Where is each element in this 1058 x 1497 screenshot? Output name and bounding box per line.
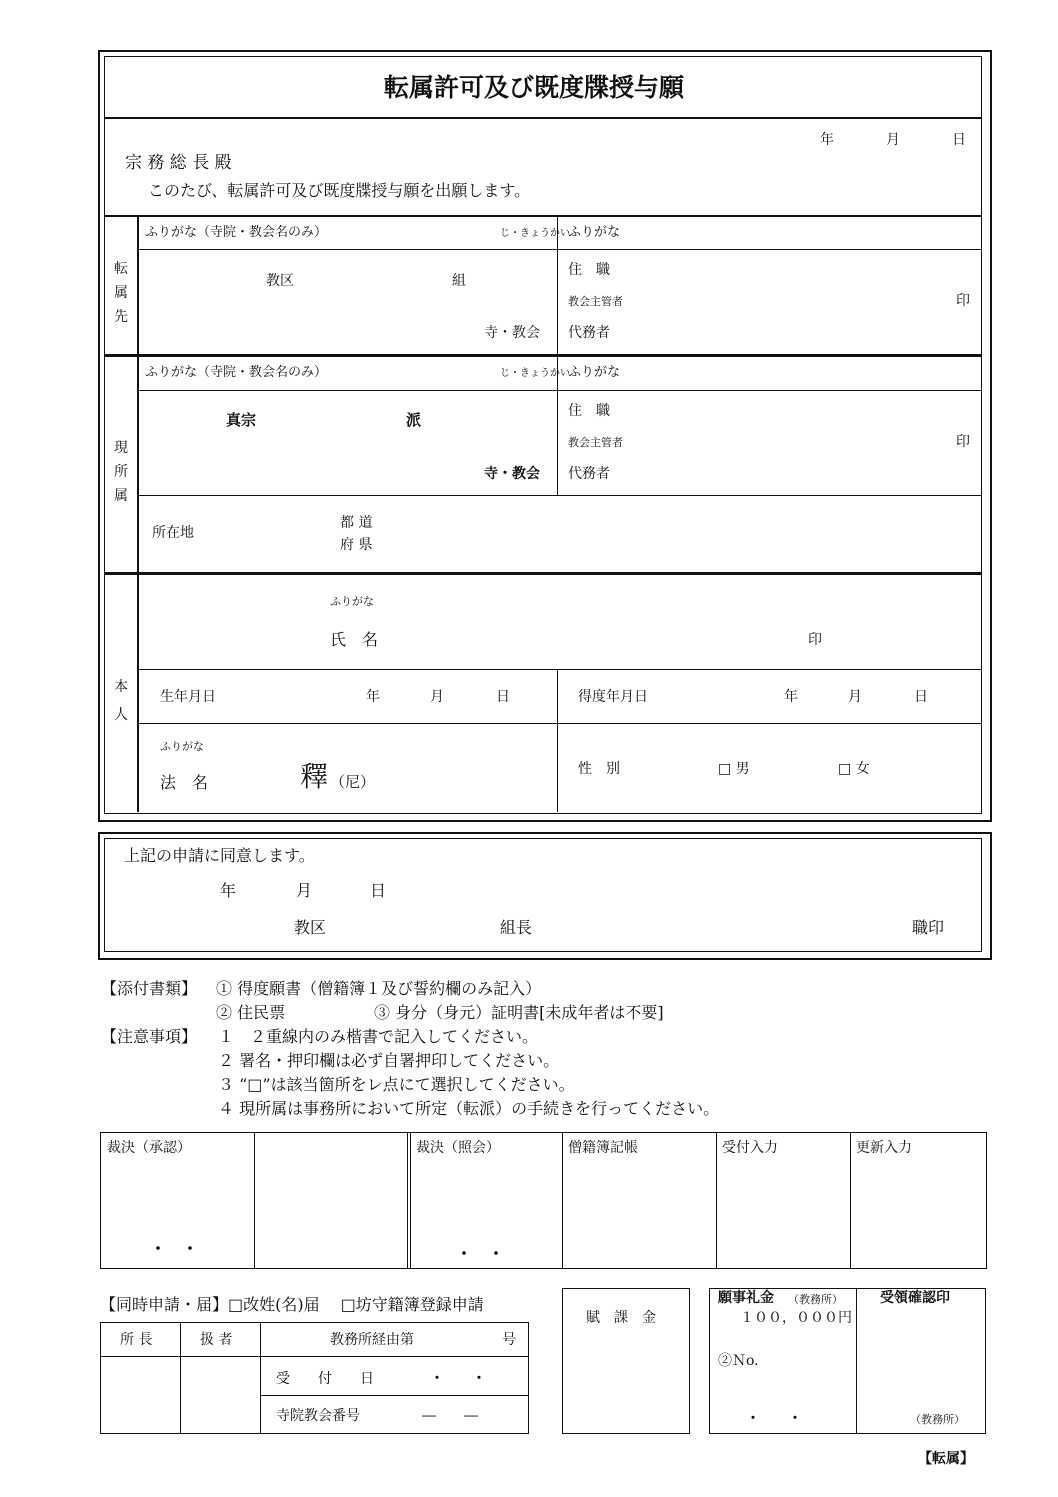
date-dots: ・ ・	[150, 1239, 199, 1258]
uketsuke-nyuryoku-label: 受付入力	[722, 1140, 778, 1156]
col-line	[716, 1132, 717, 1269]
ji-kyokai-kana: じ・きょうかい	[500, 368, 570, 379]
caution-label: 【注意事項】	[101, 1027, 198, 1046]
side-label-3: 先	[114, 309, 128, 325]
kyokai-shukansha-label: 教会主管者	[568, 295, 623, 308]
birth-day: 日	[496, 689, 510, 705]
row-line	[260, 1395, 529, 1396]
homyo-label: 法 名	[160, 773, 209, 792]
furigana-right-label: ふりがな	[568, 365, 621, 380]
side-label-3: 属	[114, 488, 128, 504]
jiin-bango-label: 寺院教会番号	[276, 1408, 360, 1424]
seal-mark: 印	[956, 293, 970, 309]
furigana-right-label: ふりがな	[568, 225, 621, 240]
section-divider	[104, 354, 982, 357]
consent-shokuin: 職印	[912, 918, 945, 937]
location-label: 所在地	[152, 525, 194, 541]
furigana-label: ふりがな	[160, 740, 204, 753]
daimusha-label: 代務者	[568, 325, 610, 341]
furigana-label: ふりがな	[330, 595, 374, 608]
koshin-nyuryoku-label: 更新入力	[856, 1140, 912, 1156]
caution-item-4: ４ 現所属は事務所において所定（転派）の手続きを行ってください。	[218, 1099, 720, 1118]
intro-text: このたび、転属許可及び既度牒授与願を出願します。	[148, 181, 531, 200]
reikin-amount: １００，０００円	[740, 1310, 852, 1326]
kyomusho-label: （教務所）	[910, 1413, 965, 1426]
uketsukebi-label: 受 付 日	[276, 1371, 374, 1387]
side-label-2: 所	[114, 464, 128, 480]
tokudo-label: 得度年月日	[578, 689, 648, 705]
female-checkbox[interactable]: □ 女	[838, 761, 870, 777]
birth-month: 月	[430, 689, 444, 705]
attach-item-3: ③ 身分（身元）証明書[未成年者は不要]	[374, 1003, 664, 1022]
sex-label: 性 別	[578, 761, 620, 777]
name-label: 氏 名	[330, 630, 379, 649]
reikin-dots: ・ ・	[746, 1411, 802, 1427]
col-line	[260, 1322, 261, 1434]
consent-year: 年	[220, 881, 237, 900]
juryo-label: 受領確認印	[880, 1290, 950, 1306]
seal-mark: 印	[956, 434, 970, 450]
atsukaisha-label: 扱 者	[200, 1332, 233, 1348]
consent-day: 日	[370, 881, 387, 900]
col-line	[562, 1132, 563, 1269]
shinshu-label: 真宗	[226, 411, 257, 429]
tera-kyokai-label: 寺・教会	[484, 466, 540, 482]
col-line	[180, 1322, 181, 1434]
jushoku-label: 住 職	[568, 262, 610, 278]
todo-label: 都 道	[340, 515, 373, 531]
side-label-1: 転	[114, 261, 128, 277]
saiketsu-shonin-label: 裁決（承認）	[107, 1140, 191, 1156]
caution-item-1: １ ２重線内のみ楷書で記入してください。	[218, 1027, 539, 1046]
tokudo-month: 月	[848, 689, 862, 705]
male-checkbox[interactable]: □ 男	[718, 761, 750, 777]
kumi-label: 組	[452, 273, 466, 289]
go-label: 号	[502, 1332, 516, 1348]
fuken-label: 府 県	[340, 537, 373, 553]
attach-item-2: ② 住民票	[216, 1003, 286, 1022]
office-table	[100, 1132, 987, 1269]
ji-kyokai-kana: じ・きょうかい	[500, 228, 570, 239]
col-line	[410, 1132, 411, 1269]
kyokai-shukansha-label: 教会主管者	[568, 436, 623, 449]
addressee: 宗 務 総 長 殿	[125, 153, 232, 173]
birth-year: 年	[366, 689, 380, 705]
side-label-2: 属	[114, 285, 128, 301]
side-label-1: 現	[114, 440, 128, 456]
side-label-2: 人	[114, 707, 128, 723]
seal-mark: 印	[808, 632, 822, 648]
kyoku-label: 教区	[266, 273, 294, 289]
furigana-temple-label: ふりがな（寺院・教会名のみ）	[145, 365, 328, 380]
form-title: 転属許可及び既度牒授与願	[384, 73, 685, 102]
fukakin-label: 賦 課 金	[586, 1310, 656, 1326]
consent-kumicho: 組長	[500, 918, 533, 937]
tokudo-year: 年	[784, 689, 798, 705]
keiyu-label: 教務所経由第	[330, 1332, 414, 1348]
ni-label: （尼）	[330, 773, 376, 791]
no-label: ②Ｎo.	[718, 1353, 759, 1369]
consent-text: 上記の申請に同意します。	[124, 846, 315, 865]
date-day: 日	[952, 132, 966, 148]
col-line	[407, 1132, 408, 1269]
side-label-1: 本	[114, 679, 128, 695]
divider	[137, 390, 982, 391]
divider	[137, 249, 982, 250]
divider	[104, 215, 982, 217]
divider	[137, 669, 982, 670]
consent-kyoku: 教区	[294, 918, 327, 937]
attach-label: 【添付書類】	[101, 979, 198, 998]
col-line	[850, 1132, 851, 1269]
jiin-bango-dashes: ― ―	[422, 1408, 478, 1424]
date-year: 年	[820, 132, 834, 148]
furigana-temple-label: ふりがな（寺院・教会名のみ）	[145, 225, 328, 240]
birth-label: 生年月日	[160, 689, 216, 705]
shocho-label: 所 長	[120, 1332, 153, 1348]
col-line	[856, 1288, 857, 1434]
divider	[137, 495, 982, 496]
reikin-sub-label: （教務所）	[788, 1293, 843, 1306]
tokudo-day: 日	[914, 689, 928, 705]
tera-kyokai-label: 寺・教会	[484, 325, 540, 341]
tenzoku-tag: 【転属】	[918, 1451, 974, 1467]
reikin-label: 願事礼金	[718, 1290, 774, 1306]
caution-item-3: ３ “□”は該当箇所をレ点にて選択してください。	[218, 1075, 575, 1094]
divider	[137, 723, 982, 724]
date-dots: ・ ・	[456, 1244, 505, 1263]
ha-label: 派	[406, 411, 422, 429]
date-month: 月	[886, 132, 900, 148]
col-line	[254, 1132, 255, 1269]
uketsukebi-dots: ・ ・	[430, 1371, 486, 1387]
caution-item-2: ２ 署名・押印欄は必ず自署押印してください。	[218, 1051, 560, 1070]
divider	[104, 117, 982, 119]
daimusha-label: 代務者	[568, 466, 610, 482]
attach-item-1: ① 得度願書（僧籍簿１及び誓約欄のみ記入）	[216, 979, 542, 998]
shaku-char: 釋	[300, 760, 329, 793]
divider	[557, 669, 558, 812]
saiketsu-shokai-label: 裁決（照会）	[416, 1140, 500, 1156]
section-divider	[104, 572, 982, 575]
row-line	[100, 1356, 529, 1357]
jushoku-label: 住 職	[568, 403, 610, 419]
sosekibo-label: 僧籍簿記帳	[568, 1140, 638, 1156]
simultaneous-label: 【同時申請・届】□改姓(名)届 □坊守籍簿登録申請	[100, 1295, 484, 1314]
consent-month: 月	[296, 881, 313, 900]
